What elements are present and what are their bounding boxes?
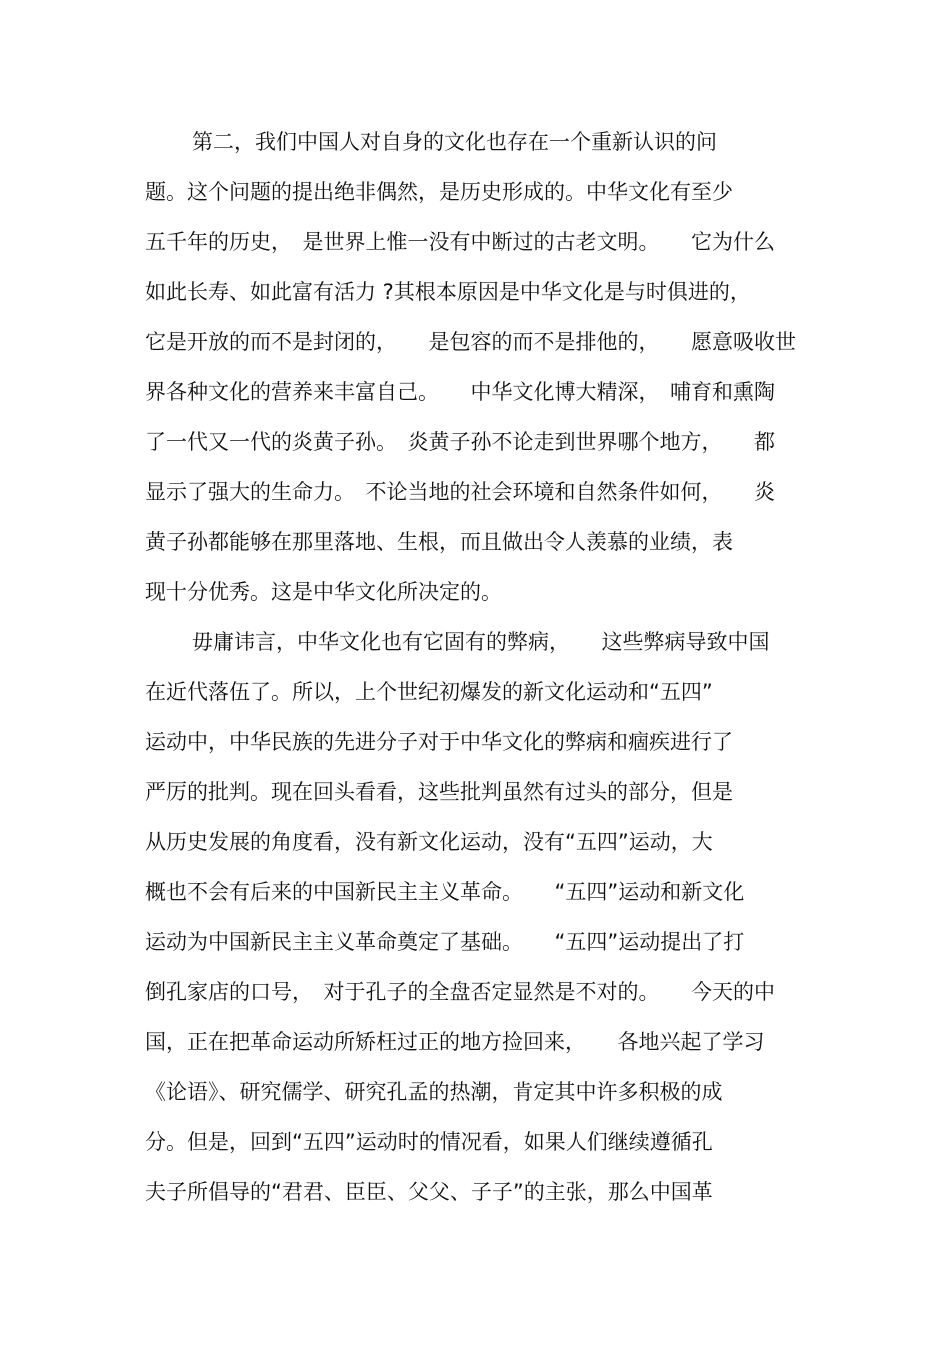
- paragraph-1-line-2: 题。这个问题的提出绝非偶然，是历史形成的。中华文化有至少: [145, 180, 733, 204]
- paragraph-2-line-6: 概也不会有后来的中国新民主主义革命。 “五四”运动和新文化: [145, 880, 745, 904]
- paragraph-1-line-8: 显示了强大的生命力。 不论当地的社会环境和自然条件如何， 炎: [145, 480, 775, 504]
- paragraph-1-line-3: 五千年的历史， 是世界上惟一没有中断过的古老文明。 它为什么: [145, 230, 775, 254]
- paragraph-1-line-9: 黄子孙都能够在那里落地、生根，而且做出令人羡慕的业绩，表: [145, 530, 733, 554]
- paragraph-2-line-8: 倒孔家店的口号， 对于孔子的全盘否定显然是不对的。 今天的中: [145, 980, 775, 1004]
- paragraph-2-line-12: 夫子所倡导的“君君、臣臣、父父、子子”的主张，那么中国革: [145, 1180, 713, 1204]
- paragraph-1-line-5: 它是开放的而不是封闭的， 是包容的而不是排他的， 愿意吸收世: [145, 330, 796, 354]
- paragraph-1-line-7: 了一代又一代的炎黄子孙。 炎黄子孙不论走到世界哪个地方， 都: [145, 430, 775, 454]
- paragraph-1-line-4: 如此长寿、如此富有活力 ?其根本原因是中华文化是与时俱进的，: [145, 280, 751, 304]
- paragraph-2-line-9: 国，正在把革命运动所矫枉过正的地方捡回来， 各地兴起了学习: [145, 1030, 765, 1054]
- paragraph-2-line-2: 在近代落伍了。所以，上个世纪初爆发的新文化运动和“五四”: [145, 680, 713, 704]
- paragraph-1-line-10: 现十分优秀。这是中华文化所决定的。: [145, 580, 502, 604]
- paragraph-2-line-5: 从历史发展的角度看，没有新文化运动，没有“五四”运动，大: [145, 830, 713, 854]
- paragraph-2-line-7: 运动为中国新民主主义革命奠定了基础。 “五四”运动提出了打: [145, 930, 745, 954]
- paragraph-1-line-1: 第二，我们中国人对自身的文化也存在一个重新认识的问: [192, 130, 717, 154]
- paragraph-2-line-3: 运动中，中华民族的先进分子对于中华文化的弊病和痼疾进行了: [145, 730, 733, 754]
- paragraph-2-line-4: 严厉的批判。现在回头看看，这些批判虽然有过头的部分，但是: [145, 780, 733, 804]
- paragraph-2-line-1: 毋庸讳言，中华文化也有它固有的弊病， 这些弊病导致中国: [192, 630, 770, 654]
- paragraph-2-line-10: 《论语》、研究儒学、研究孔孟的热潮，肯定其中许多积极的成: [145, 1080, 723, 1104]
- paragraph-2-line-11: 分。但是，回到“五四”运动时的情况看，如果人们继续遵循孔: [145, 1130, 713, 1154]
- paragraph-1-line-6: 界各种文化的营养来丰富自己。 中华文化博大精深， 哺育和熏陶: [145, 380, 775, 404]
